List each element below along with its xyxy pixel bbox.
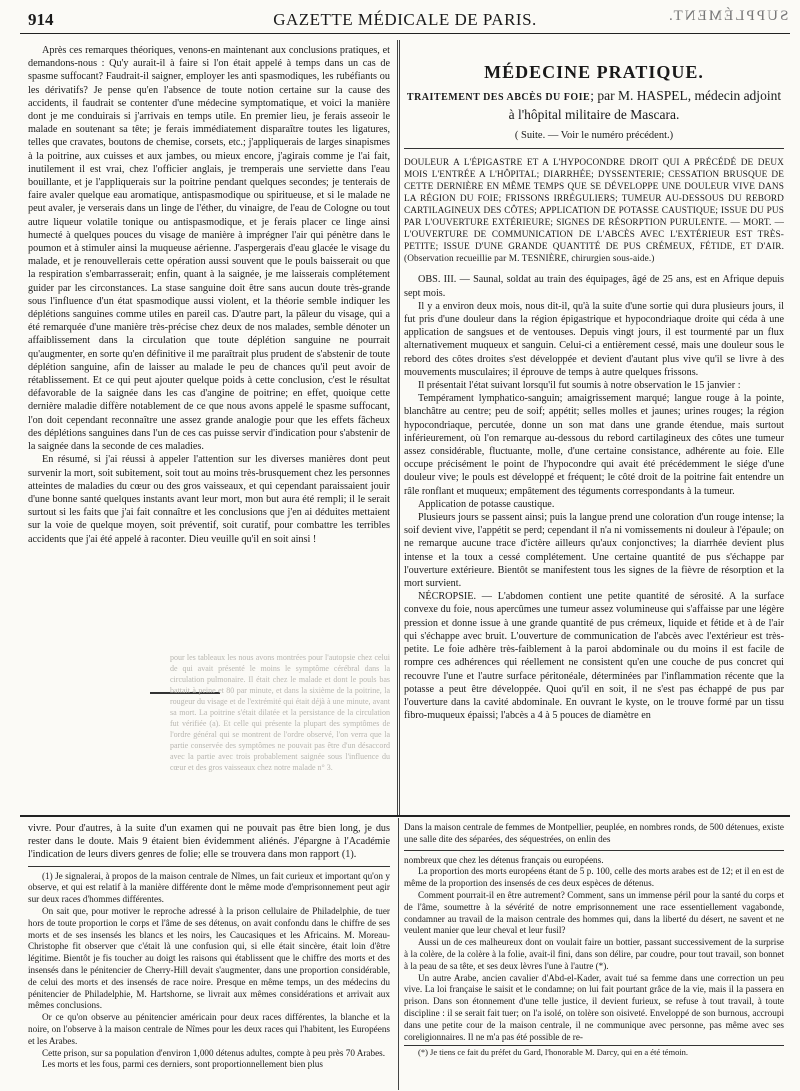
footnote-paragraph: Aussi un de ces malheureux dont on voulait faire un bottier, passant successivement de la surprise à la colère, de la colère à la folie, avait-il fini, dans son délire, par coudre, pour tout travail, son bonnet à la peau de sa tête, et ses deux lèvres l'une à l'autre (*).: [404, 937, 784, 971]
bleedthrough-text: pour les tableaux les nous avons montrées pour l'autopsie chez celui de qui avait présenté le moins le symptôme cérébral dans la circulation pulmonaire. Il était chez le malade et dont le pouls bas battait à peine et 80 par minute, et dans la sixième de la poitrine, la rougeur du visage et de l'extrémité qui était déjà à une minute, avant sa mort. La poitrine s'était dilatée et la persistance de la circulation fut vérifiée (a). Et celle qui présente la plupart des symptômes de l'ordre général qui se montrent de l'ordre observé, l'on verra que la partie conservée des symptômes ne pouvait pas être d'un désaccord avec la partie avec trois probablement saignée sous l'influence du cœur et des gros vaisseaux chez notre malade n° 3.: [170, 653, 390, 772]
column-divider: [397, 40, 398, 815]
bottom-column-divider: [398, 818, 399, 1090]
paragraph-state: Il présentait l'état suivant lorsqu'il fut soumis à notre observation le 15 janvier :: [418, 380, 741, 392]
footnote-rule: [404, 850, 784, 851]
footnote-paragraph: Un autre Arabe, ancien cavalier d'Abd-el-Kader, avait tué sa femme dans une correction un peu vive. La loi française le saisit et le condamne; on lui fait pourtant grâce de la vie, mais il la passera en prison. Dans son étonnement d'une telle justice, il devient furieux, se refuse à tout travail, à toute discipline : il se serait fait tuer; on l'a isolé, on tolère son oisiveté. Enveloppé de son burnous, accroupi dans une petite cour de la maison centrale, il ne communique avec personne, pas même avec ses coreligionnaires. Il ne m'a pas été possible de re-: [404, 972, 784, 1042]
observation-heading: OBS. III. — Saunal, soldat au train des équipages, âgé de 25 ans, est en Afrique depuis sept mois.: [404, 274, 784, 299]
paragraph-symptoms: Tempérament lymphatico-sanguin; amaigrissement marqué; langue rouge à la pointe, blanchâtre au centre; peu de soif; appétit; selles molles et jaunes; urines rouges; la région hypocondriaque, percutée, donne un son mat dans une grande étendue, mais surtout inférieurement, où l'on remarque au-dessous du rebord cartilagineux des côtes une tumeur assez considérable, fluctuante, molle, d'une certaine consistance, adhérente au foie. Elle occupe précisément le point de l'hypocondre qui avait été précédemment le siége d'une douleur vive; le pouls est développé et fréquent; le côté droit de la poitrine fait entendre un râle ronflant et muqueux; empâtement des téguments correspondants à la tumeur.: [404, 393, 784, 497]
footnotes: [28, 871, 390, 1072]
left-column-top: [28, 44, 390, 644]
footnote-paragraph: (1) Je signalerai, à propos de la maison centrale de Nîmes, un fait curieux et important qu'on y observe, et qui est relatif à la manière différente dont le même mode d'emprisonnement peut agir sur deux races d'hommes différentes.: [28, 870, 390, 905]
paragraph-history: Il y a environ deux mois, nous dit-il, qu'à la suite d'une sortie qui dura plusieurs jours, il fut pris d'une douleur dans la région épigastrique et hypocondriaque droite qui céda à une application de sangsues et de ventouses. Depuis vingt jours, il est tourmenté par un flux alternativement muqueux et sanguin. Celui-ci a entièrement cessé, mais une douleur sous le rebord des côtes droites s'est développée et devient d'autant plus vive qu'il se livre à des mouvements musculaires; il éprouve de temps à autre quelques frissons.: [404, 300, 784, 378]
mirrored-bleedthrough-text: SUPPLÉMENT.: [666, 8, 788, 24]
footnote-paragraph: On sait que, pour motiver le reproche adressé à la prison cellulaire de Philadelphie, de tuer hors de toute proportion le corps et l'âme de ses détenus, on avait confondu dans le chiffre de ses morts et de ses insensés les blancs et les noirs, les Caucasiques et les Africains. M. Moreau-Christophe fit observer que c'était là une confusion qui, si elle était sincère, était loin d'être légitime. Bientôt je fis toucher au doigt les raisons qui établissent que le chiffre des morts et des insensés dans le pénitencier de Cherry-Hill devait s'augmenter, dans une proportion considérable, de celui des morts et des insensés de race noire. Presque en même temps, un des médecins du pénitencier de Philadelphie, M. Hartshorne, se livrait aux mêmes considérations et arrivait aux mêmes conclusions.: [28, 906, 390, 1011]
paragraph-continuation: vivre. Pour d'autres, à la suite d'un examen qui ne pouvait pas être bien long, je dus rester dans le doute. Mais 9 étaient bien évidemment aliénés. J'épargne à l'Académie l'indication de leurs divers genres de folie; elle se trouvera dans mon rapport (1).: [28, 823, 390, 861]
column-divider-double: [399, 40, 400, 815]
page-horizontal-rule: [20, 815, 790, 817]
paragraph-progression: Plusieurs jours se passent ainsi; puis la langue prend une coloration d'un rouge intense; la soif devient vive, l'appétit se perd; cependant il n'a ni vomissements ni douleur à l'épaule; on ne remarque aucune trace d'ictère ailleurs qu'aux conjonctives; la diarrhée devient plus intense et la toux a cessé complétement. Une certaine quantité de pus s'échappe par l'ouverture extérieure. Bientôt se manifestent tous les signes de la fièvre de résorption et la mort survient.: [404, 512, 784, 590]
article-lead: TRAITEMENT DES ABCÈS DU FOIE: [406, 92, 591, 104]
right-column-top: [404, 44, 784, 844]
footnote-paragraph: nombreux que chez les détenus français ou européens.: [404, 854, 604, 865]
sub-footnote: (*) Je tiens ce fait du préfet du Gard, l'honorable M. Darcy, qui en a été témoin.: [404, 1045, 784, 1058]
article-author: ; par M. HASPEL, médecin adjoint à l'hôpital militaire de Mascara.: [508, 88, 782, 123]
paragraph-conclusions: Après ces remarques théoriques, venons-en maintenant aux conclusions pratiques, et demandons-nous : Qu'y aurait-il à faire si l'on était appelé à temps dans un cas de spasme suffocant? Faudrait-il saigner, employer les anti spasmodiques, les rubéfiants ou les dérivatifs? Je pense qu'en l'absence de toute notion certaine sur la cause des accidents, il faudrait se contenter d'une médecine symptomatique, et voici la manière dont je me conduirais si j'arrivais en temps utile. En premier lieu, je ferais asseoir le malade en soutenant sa tête; je ferais immédiatement disparaître toutes les ligatures, telles que cravates, boutons de chemise, corsets, etc.; j'appliquerais de larges sinapismes à la poitrine, aux cuisses et aux jambes, ou mieux encore, j'agirais comme je l'ai fait, inutilement il est vrai, chez l'officier anglais, je tremperais une serviette dans l'eau bouillante, et je l'appliquerais sur la poitrine pendant quelques secondes; je tenterais de faire avaler quelque eau aromatique, antispasmodique ou spiritueuse, et si le malade ne peut avaler, je verserais dans un linge de l'éther, du vinaigre, de l'eau de Cologne ou tout autre liqueur volatile tonique ou antispasmodique, et je ferais placer ce linge ainsi humecté à quelques pouces du visage de manière à imprégner l'air qui pénètre dans le poumon et à stimuler ainsi la muqueuse aérienne. J'aspergerais d'eau glacée le visage du malade, et je renouvellerais cette opération aussi souvent que le pouls baisserait ou que la respiration s'embarrasserait; enfin, quant à la saignée, je me laisserais complétement guider par les circonstances. La stase sanguine doit être sans aucun doute très-grande sous l'influence d'un état spasmodique aussi violent, et la théorie semble indiquer les déplétions sanguines comme utiles en pareil cas. D'autre part, la pâleur du visage, qui a été remarquée d'une manière très-précise chez deux de nos malades, semble dénoter un affaiblissement dans la circulation que toute déplétion sanguine ne pourrait qu'augmenter, en sorte qu'en définitive il me paraîtrait plus prudent de s'abstenir de toute déplétion sanguine, afin de laisser au malade le peu de chances qu'il peut avoir de rétablissement. Et ce qui peut ajouter quelque poids à cette conclusion, c'est le résultat défavorable de la saignée dans les cas d'angine de poitrine; en effet, quoique cette dernière maladie diffère notablement de ce que nous avons appelé le spasme suffocant, l'on doit cependant reconnaître une assez grande analogie pour que les effets fâcheux des déplétions sanguines dans l'un de ces cas puisse servir d'indication pour s'abstenir de la saignée dans la seconde de ces maladies.: [28, 45, 390, 453]
left-column-bottom: [28, 822, 390, 1090]
paragraph-treatment: Application de potasse caustique.: [418, 498, 555, 510]
page-number: 914: [28, 10, 54, 29]
journal-title: GAZETTE MÉDICALE DE PARIS.: [273, 10, 537, 29]
paragraph-resume: En résumé, si j'ai réussi à appeler l'attention sur les diverses manières dont peut survenir la mort, soit subitement, soit tout au moins très-brusquement chez les personnes atteintes de maladies du cœur ou des gros vaisseaux, et qui cependant paraissaient jouir d'une bonne santé quelques instants avant leur mort, mon but aura été rempli; il le serait surtout si les faits que j'ai fait connaître et les conclusions que j'en ai déduites mettaient sur la voie de quelque moyen, soit préventif, soit curatif, pour combattre les terribles accidents que j'ai été appelé à raconter. Dieu veuille qu'il en soit ainsi !: [28, 454, 390, 545]
page-header: [20, 6, 790, 34]
footnote-paragraph: La proportion des morts européens étant de 5 p. 100, celle des morts arabes est de 12; et il en est de même de la proportion des insensés de ces deux espèces de détenus.: [404, 866, 784, 889]
case-summary: DOULEUR A L'ÉPIGASTRE ET A L'HYPOCONDRE DROIT QUI A PRÉCÉDÉ DE DEUX MOIS L'ENTRÉE A L'HÔPITAL; DIARRHÉE; DYSSENTERIE; CESSATION BRUSQUE DE CETTE DERNIÈRE EN MÊME TEMPS QUE SE DÉVELOPPE UNE DOULEUR VIVE DANS LA RÉGION DU FOIE; FRISSONS IRRÉGULIERS; TUMEUR AU-DESSOUS DU REBORD CARTILAGINEUX DES CÔTES; APPLICATION DE POTASSE CAUSTIQUE; ISSUE DU PUS PAR L'OUVERTURE EXTÉRIEURE; SIGNES DE RÉSORPTION PURULENTE. — MORT. — L'OUVERTURE DE COMMUNICATION DE L'ABCÈS AVEC L'EXTÉRIEUR EST TRÈS-PETITE; ISSUE D'UNE GRANDE QUANTITÉ DE PUS CRÉMEUX, FÉTIDE, ET D'AIR. (Observation recueillie par M. TESNIÈRE, chirurgien sous-aide.): [404, 158, 784, 265]
footnote-paragraph: Or ce qu'on observe au pénitencier américain pour deux races différentes, la blanche et la noire, on l'observe à la maison centrale de Nîmes pour les deux races qui l'habitent, les Européens et les Arabes.: [28, 1012, 390, 1046]
footnote-paragraph: Cette prison, sur sa population d'environ 1,000 détenus adultes, compte à peu près 70 Arabes.: [42, 1047, 386, 1058]
footnote-rule: [28, 866, 390, 867]
paragraph-necropsy: NÉCROPSIE. — L'abdomen contient une petite quantité de sérosité. A la surface convexe du foie, nous apercûmes une tumeur assez volumineuse qui s'affaisse par une légère pression et donne issue à une grande quantité de pus crémeux, liquide et fétide et à de l'air qui s'échappe avec bruit. L'ouverture de communication de l'abcès avec l'extérieur est très-petite. Le foie adhère très-faiblement à la paroi abdominale ou du moins il est facile de rompre ces adhérences qui réellement ne consistent qu'en une couche de pus concret qui recouvre l'une et l'autre surface péritonéale, déterminées par l'inflammation récente que la potasse a peut être développée. Quoi qu'il en soit, il ne s'est pas échappé de pus par l'ouverture dans la cavité abdominale. En ouvrant le kyste, on le trouve formé par un tissu fibro-muqueux épaissi; l'abcès a 4 à 5 pouces de diamètre en: [404, 591, 784, 722]
section-title: MÉDECINE PRATIQUE.: [484, 62, 704, 82]
footnote-paragraph: Les morts et les fous, parmi ces derniers, sont proportionnellement bien plus: [42, 1059, 323, 1070]
article-title: [404, 87, 784, 123]
footnote-paragraph: Comment pourrait-il en être autrement? Comment, sans un immense péril pour la santé du corps et de l'âme, soumettre à la sévérité de notre emprisonnement une race essentiellement vagabonde, condamner au travail de la maison centrale des hommes qui, dans la liberté du désert, ne savent et ne veulent manier que leur cheval et leur fusil?: [404, 889, 784, 936]
right-column-bottom: [404, 822, 784, 1090]
footnote-paragraph: Dans la maison centrale de femmes de Montpellier, peuplée, en nombres ronds, de 500 détenues, existe une salle dite des séparées, des séquestrées, on enlin des: [404, 822, 784, 844]
continuation-note: ( Suite. — Voir le numéro précédent.): [404, 129, 784, 149]
